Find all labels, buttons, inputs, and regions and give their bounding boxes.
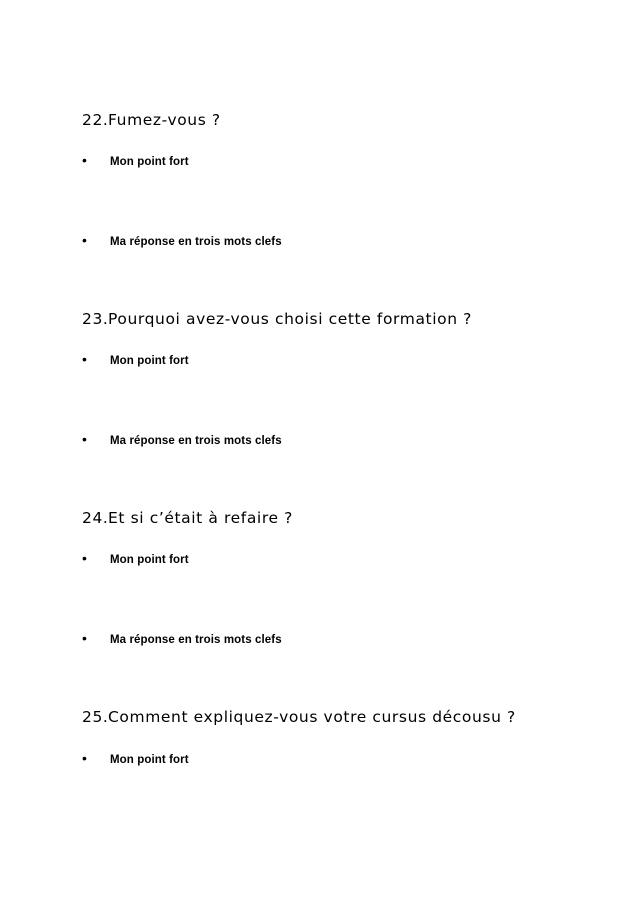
bullet-icon: • bbox=[82, 152, 87, 168]
question-text: Pourquoi avez-vous choisi cette formation ? bbox=[108, 310, 472, 328]
bullet-icon: • bbox=[82, 630, 87, 646]
bullet-item bbox=[82, 232, 282, 249]
bullet-label: Ma réponse en trois mots clefs bbox=[110, 236, 282, 248]
bullet-icon: • bbox=[82, 232, 87, 248]
question-heading bbox=[82, 312, 472, 328]
bullet-item bbox=[82, 152, 189, 169]
bullet-icon: • bbox=[82, 351, 87, 367]
bullet-label: Mon point fort bbox=[110, 156, 189, 168]
bullet-icon: • bbox=[82, 431, 87, 447]
bullet-item bbox=[82, 750, 189, 767]
question-heading bbox=[82, 710, 516, 726]
question-number: 23. bbox=[82, 310, 109, 328]
question-text: Et si c’était à refaire ? bbox=[108, 509, 293, 527]
question-heading bbox=[82, 113, 221, 129]
question-number: 24. bbox=[82, 509, 109, 527]
bullet-item bbox=[82, 630, 282, 647]
bullet-label: Ma réponse en trois mots clefs bbox=[110, 634, 282, 646]
question-text: Fumez-vous ? bbox=[108, 111, 221, 129]
bullet-label: Mon point fort bbox=[110, 754, 189, 766]
bullet-item bbox=[82, 351, 189, 368]
question-number: 22. bbox=[82, 111, 109, 129]
bullet-icon: • bbox=[82, 750, 87, 766]
bullet-label: Mon point fort bbox=[110, 554, 189, 566]
question-text: Comment expliquez-vous votre cursus décousu ? bbox=[108, 708, 516, 726]
bullet-label: Mon point fort bbox=[110, 355, 189, 367]
question-heading bbox=[82, 511, 293, 527]
question-number: 25. bbox=[82, 708, 109, 726]
bullet-item bbox=[82, 431, 282, 448]
bullet-icon: • bbox=[82, 550, 87, 566]
bullet-label: Ma réponse en trois mots clefs bbox=[110, 435, 282, 447]
bullet-item bbox=[82, 550, 189, 567]
